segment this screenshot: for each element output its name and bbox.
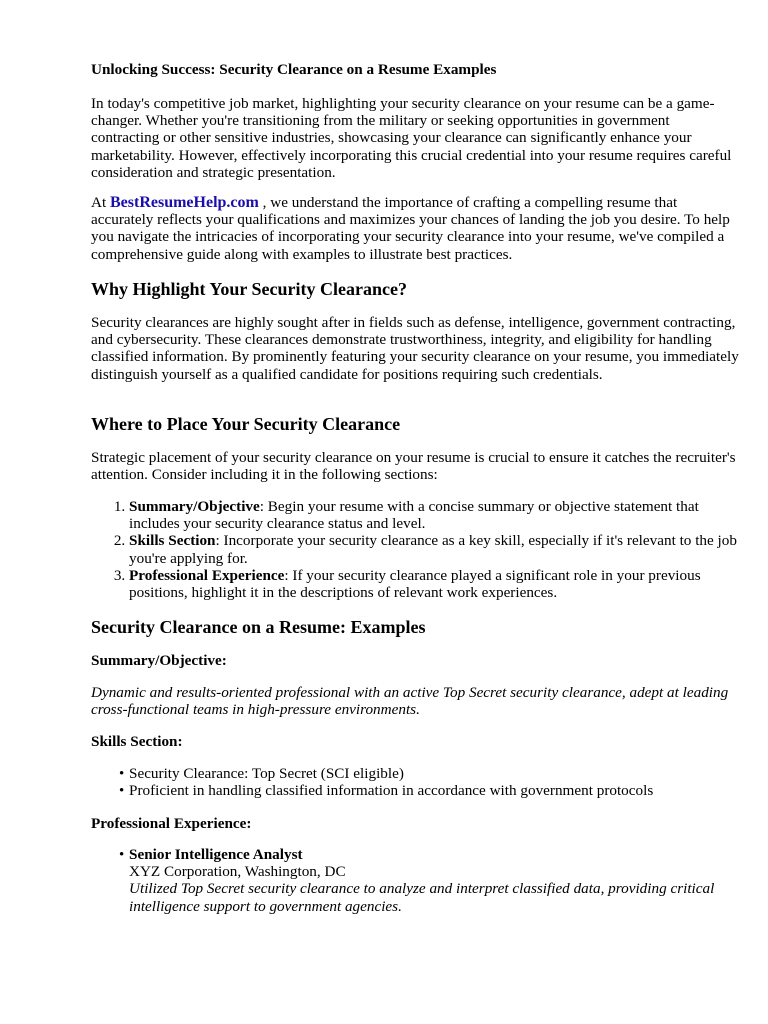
list-item-desc: : Begin your resume with a concise summary or objective statement that includes your security clearance status and level. [129,498,699,533]
brand-prefix: At [91,194,110,211]
brand-paragraph [91,194,741,263]
brand-link[interactable]: BestResumeHelp.com [109,194,259,211]
why-heading: Why Highlight Your Security Clearance? [91,279,407,299]
why-paragraph: Security clearances are highly sought after in fields such as defense, intelligence, government contracting, and cybersecurity. These clearances demonstrate trustworthiness, integrity, and eligibility for handling classified information. By prominently featuring your security clearance on your resume, you immediately distinguish yourself as a qualified candidate for positions requiring such credentials. [91,314,739,383]
summary-heading: Summary/Objective: [91,652,227,669]
list-item-desc: : Incorporate your security clearance as a key skill, especially if it's relevant to the job you're applying for. [129,532,737,567]
job-company: XYZ Corporation, Washington, DC [129,863,346,881]
summary-example: Dynamic and results-oriented professional with an active Top Secret security clearance, adept at leading cross-functional teams in high-pressure environments. [91,684,729,719]
list-item [129,846,741,915]
experience-heading: Professional Experience: [91,815,252,832]
page-title: Unlocking Success: Security Clearance on a Resume Examples [91,61,497,78]
list-item: • Security Clearance: Top Secret (SCI eligible) [129,765,741,782]
list-item-term: Summary/Objective [129,498,260,515]
list-item-term: Skills Section [129,532,216,550]
job-description: Utilized Top Secret security clearance to analyze and interpret classified data, providing critical intelligence support to government agencies. [129,880,715,915]
placement-list [91,498,741,601]
list-item-desc: : If your security clearance played a significant role in your previous positions, highlight it in the descriptions of relevant work experiences. [129,566,701,602]
list-item [129,498,741,532]
job-title: Senior Intelligence Analyst [129,846,303,863]
experience-list [91,846,741,915]
list-item [129,532,741,566]
where-paragraph: Strategic placement of your security clearance on your resume is crucial to ensure it catches the recruiter's attention. Consider including it in the following sections: [91,449,736,484]
brand-suffix: , we understand the importance of crafting a compelling resume that accurately reflects your qualifications and maximizes your chances of landing the job you desire. To help you navigate the intricacies of incorporating your security clearance into your resume, we've compiled a comprehensive guide along with examples to illustrate best practices. [91,194,730,263]
where-heading: Where to Place Your Security Clearance [91,414,401,434]
list-item: • Proficient in handling classified information in accordance with government protocols [129,782,741,799]
intro-paragraph: In today's competitive job market, highlighting your security clearance on your resume can be a game-changer. Whether you're transitioning from the military or seeking opportunities in government contracting or other sensitive industries, showcasing your clearance can significantly enhance your marketability. However, effectively incorporating this crucial credential into your resume requires careful consideration and strategic presentation. [91,95,732,181]
list-item [129,567,741,601]
list-item-term: Professional Experience [129,566,285,584]
examples-heading: Security Clearance on a Resume: Examples [91,617,426,637]
skills-heading: Skills Section: [91,733,183,750]
skills-list [91,765,741,799]
